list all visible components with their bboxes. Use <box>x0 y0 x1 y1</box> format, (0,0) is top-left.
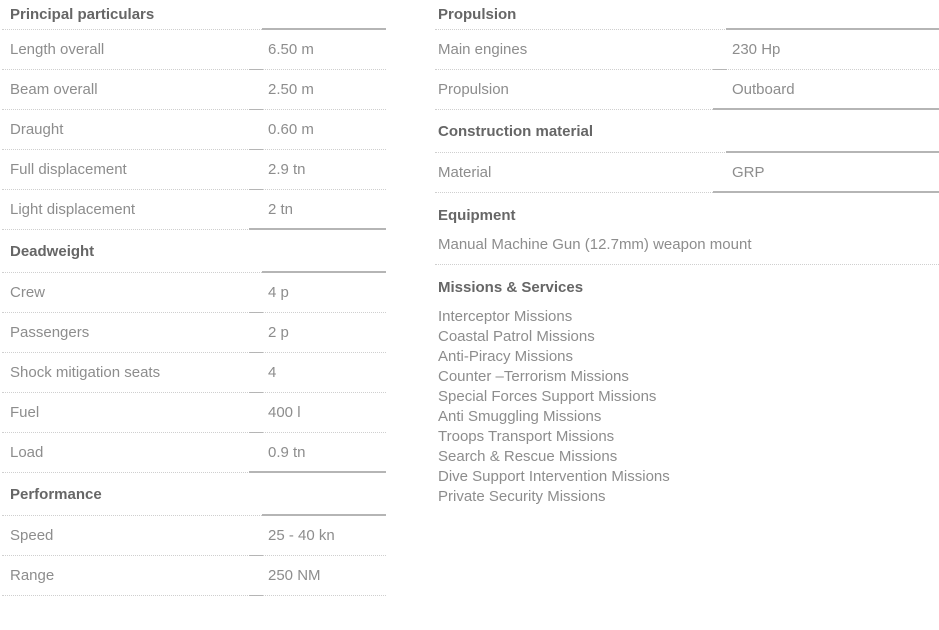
section-deadweight <box>2 230 386 473</box>
spec-value: 2 tn <box>268 201 294 218</box>
spec-value: 2.50 m <box>268 81 314 98</box>
spec-value: 2 p <box>268 324 289 341</box>
spec-row <box>2 313 386 353</box>
section-performance <box>2 473 386 596</box>
spec-value: 400 l <box>268 404 301 421</box>
spec-label: Light displacement <box>10 201 136 218</box>
spec-row <box>2 556 386 596</box>
spec-label: Speed <box>10 527 54 544</box>
mission-item: Private Security Missions <box>438 488 606 505</box>
section-title: Deadweight <box>2 230 386 273</box>
spec-value: 230 Hp <box>732 41 781 58</box>
mission-item: Counter –Terrorism Missions <box>438 368 629 385</box>
section-equipment <box>435 206 939 265</box>
spec-row <box>435 153 939 193</box>
spec-value: 4 p <box>268 284 289 301</box>
section-title: Construction material <box>435 110 939 153</box>
section-title: Propulsion <box>435 0 939 30</box>
spec-label: Range <box>10 567 55 584</box>
spec-label: Draught <box>10 121 64 138</box>
mission-list <box>438 307 939 507</box>
spec-value: 250 NM <box>268 567 321 584</box>
spec-row <box>2 150 386 190</box>
section-title: Equipment <box>438 207 516 224</box>
spec-row <box>2 110 386 150</box>
spec-label: Length overall <box>10 41 105 58</box>
section-rows <box>2 30 386 230</box>
section-missions-services <box>435 278 939 507</box>
section-rows <box>435 30 939 110</box>
section-title: Missions & Services <box>438 279 584 296</box>
spec-value: 0.9 tn <box>268 444 306 461</box>
mission-item: Coastal Patrol Missions <box>438 328 595 345</box>
spec-row <box>2 273 386 313</box>
spec-label: Propulsion <box>438 81 509 98</box>
spec-row <box>435 30 939 70</box>
spec-value: 25 - 40 kn <box>268 527 335 544</box>
spec-value: 6.50 m <box>268 41 314 58</box>
section-principal-particulars <box>2 0 386 230</box>
spec-row <box>2 30 386 70</box>
spec-row <box>2 393 386 433</box>
spec-label: Crew <box>10 284 46 301</box>
mission-item: Troops Transport Missions <box>438 428 615 445</box>
section-title: Performance <box>2 473 386 516</box>
section-rows <box>2 273 386 473</box>
section-text: Manual Machine Gun (12.7mm) weapon mount <box>438 236 752 253</box>
spec-value: 2.9 tn <box>268 161 306 178</box>
spec-label: Load <box>10 444 44 461</box>
spec-label: Full displacement <box>10 161 127 178</box>
spec-row <box>2 190 386 230</box>
mission-item: Interceptor Missions <box>438 308 573 325</box>
spec-row <box>435 70 939 110</box>
spec-label: Fuel <box>10 404 40 421</box>
spec-row <box>2 433 386 473</box>
section-rows <box>435 153 939 193</box>
spec-value: Outboard <box>732 81 795 98</box>
section-title: Principal particulars <box>2 0 386 30</box>
mission-item: Dive Support Intervention Missions <box>438 468 670 485</box>
spec-label: Main engines <box>438 41 528 58</box>
spec-value: 0.60 m <box>268 121 314 138</box>
spec-label: Passengers <box>10 324 90 341</box>
spec-row <box>2 516 386 556</box>
right-column <box>435 0 939 507</box>
section-rows <box>2 516 386 596</box>
spec-label: Beam overall <box>10 81 98 98</box>
spec-row <box>2 353 386 393</box>
spec-value: GRP <box>732 164 765 181</box>
mission-item: Special Forces Support Missions <box>438 388 657 405</box>
dotted-divider <box>435 264 939 265</box>
spec-value: 4 <box>268 364 277 381</box>
mission-item: Anti-Piracy Missions <box>438 348 574 365</box>
spec-label: Shock mitigation seats <box>10 364 161 381</box>
mission-item: Search & Rescue Missions <box>438 448 618 465</box>
spec-row <box>2 70 386 110</box>
mission-item: Anti Smuggling Missions <box>438 408 602 425</box>
left-column <box>2 0 386 596</box>
spec-label: Material <box>438 164 492 181</box>
section-propulsion <box>435 0 939 110</box>
section-construction-material <box>435 110 939 193</box>
